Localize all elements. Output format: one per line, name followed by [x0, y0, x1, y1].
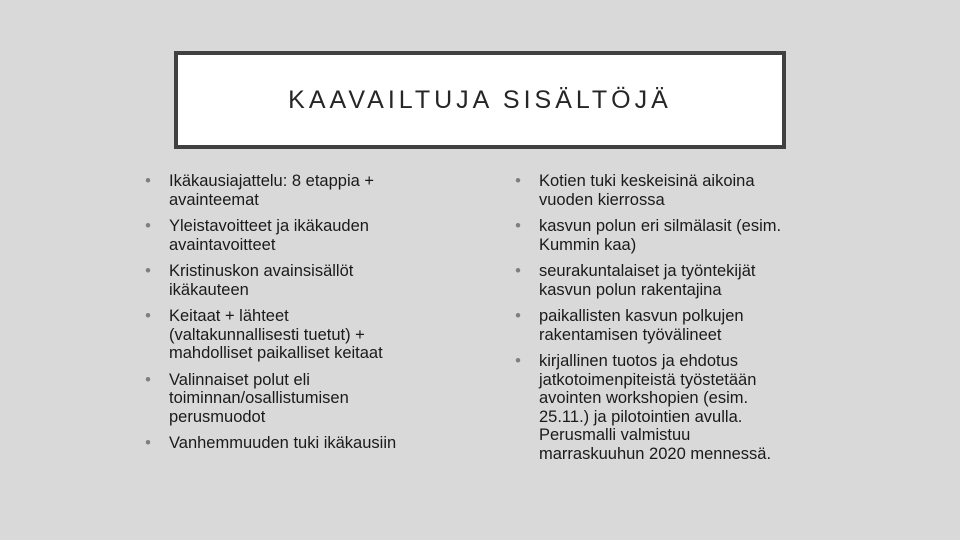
bullet-text-line: Kristinuskon avainsisällöt	[169, 262, 354, 280]
bullet-text-line: kasvun polun rakentajina	[539, 280, 722, 299]
bullet-text-line: Vanhemmuuden tuki ikäkausiin	[169, 434, 397, 452]
bullet-item	[140, 307, 445, 363]
bullet-text-line: kirjallinen tuotos ja ehdotus	[539, 352, 739, 370]
bullet-text-line: toiminnan/osallistumisen	[169, 389, 349, 407]
bullet-text-line: Keitaat + lähteet	[169, 307, 289, 325]
bullet-text-line: Kotien tuki keskeisinä aikoina	[539, 172, 755, 190]
bullet-text-line: avointen workshopien (esim.	[539, 389, 749, 407]
bullet-text-line: seurakuntalaiset ja työntekijät	[539, 262, 756, 280]
bullet-dot-icon: •	[515, 352, 521, 370]
bullet-item	[510, 307, 835, 344]
bullet-text-line: Perusmalli valmistuu	[539, 426, 691, 444]
bullet-item	[140, 434, 445, 453]
bullet-text-line: jatkotoimenpiteistä työstetään	[539, 370, 757, 389]
bullet-dot-icon: •	[515, 217, 521, 235]
bullet-text-line: ikäkauteen	[169, 280, 249, 299]
bullet-item	[140, 172, 445, 209]
bullet-dot-icon: •	[145, 434, 151, 452]
bullet-text-line: mahdolliset paikalliset keitaat	[169, 344, 383, 362]
bullet-dot-icon: •	[515, 262, 521, 280]
bullet-text-line: Valinnaiset polut eli	[169, 370, 310, 389]
bullet-dot-icon: •	[145, 217, 151, 235]
bullet-text-line: avaintavoitteet	[169, 235, 276, 254]
bullet-text-line: rakentamisen työvälineet	[539, 325, 722, 344]
title-box	[174, 51, 786, 149]
bullet-text-line: Yleistavoitteet ja ikäkauden	[169, 217, 369, 235]
bullet-text-line: kasvun polun eri silmälasit (esim.	[539, 217, 782, 235]
bullet-item	[140, 262, 445, 299]
bullet-text-line: (valtakunnallisesti tuetut) +	[169, 325, 365, 344]
bullet-text-line: vuoden kierrossa	[539, 190, 665, 209]
bullet-text-line: 25.11.) ja pilotointien avulla.	[539, 407, 743, 426]
bullet-item	[140, 371, 445, 427]
right-bullet-list	[510, 172, 835, 471]
left-bullet-list	[140, 172, 445, 461]
bullet-item	[510, 262, 835, 299]
bullet-text-line: paikallisten kasvun polkujen	[539, 307, 744, 325]
bullet-dot-icon: •	[145, 307, 151, 325]
bullet-text-line: Kummin kaa)	[539, 235, 637, 254]
bullet-item	[140, 217, 445, 254]
bullet-dot-icon: •	[145, 370, 151, 389]
bullet-text-line: Ikäkausiajattelu: 8 etappia +	[169, 172, 375, 190]
bullet-text-line: marraskuuhun 2020 mennessä.	[539, 444, 772, 463]
bullet-item	[510, 217, 835, 254]
bullet-dot-icon: •	[145, 172, 151, 190]
bullet-dot-icon: •	[145, 262, 151, 280]
bullet-text-line: perusmuodot	[169, 407, 266, 426]
bullet-text-line: avainteemat	[169, 190, 259, 209]
bullet-item	[510, 172, 835, 209]
bullet-dot-icon: •	[515, 172, 521, 190]
slide-title: KAAVAILTUJA SISÄLTÖJÄ	[288, 85, 672, 114]
bullet-dot-icon: •	[515, 307, 521, 325]
bullet-item	[510, 352, 835, 463]
